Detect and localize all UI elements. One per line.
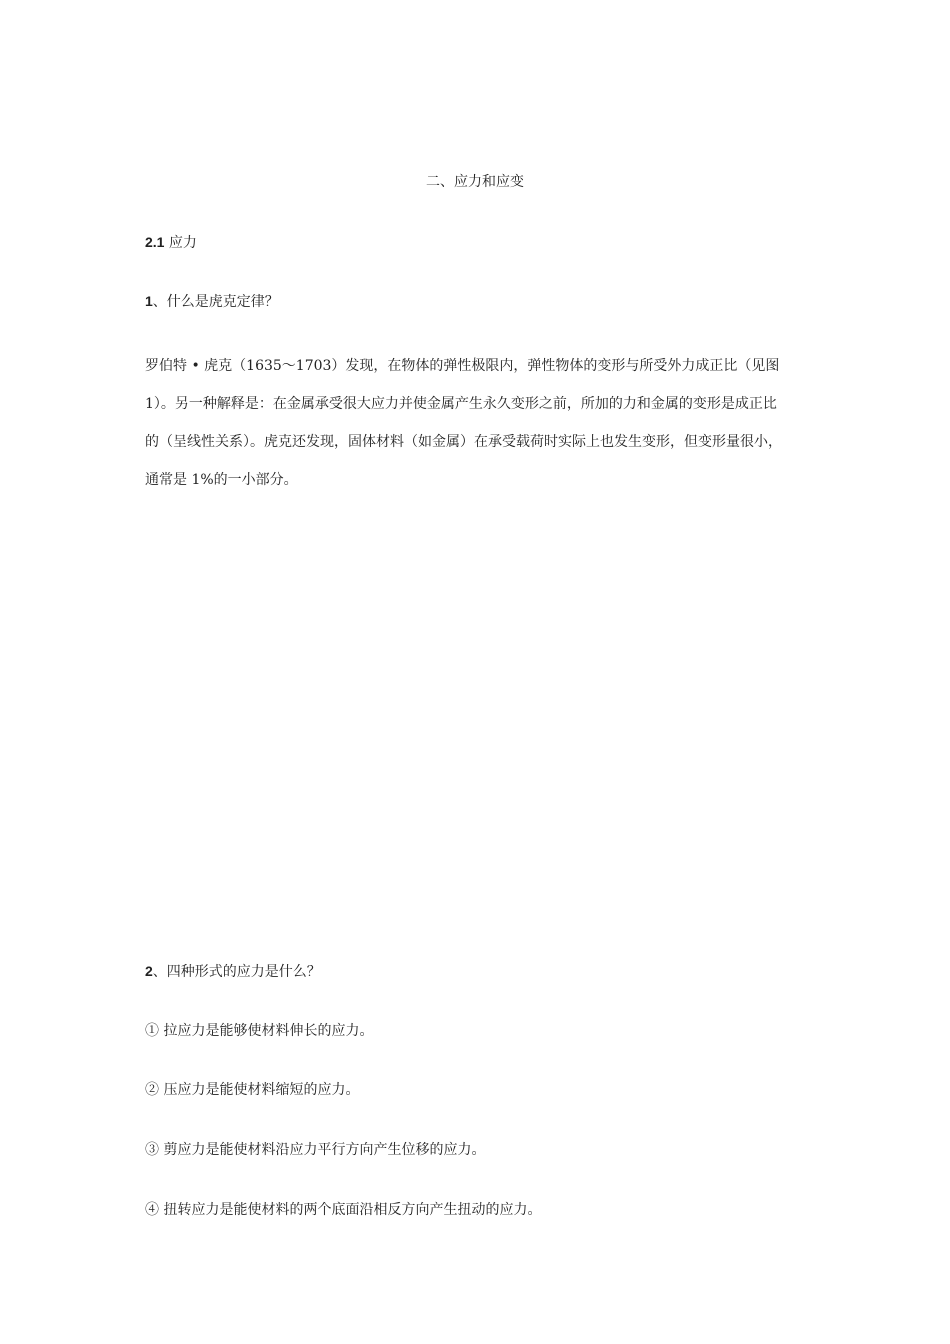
- paragraph-line: 通常是 1%的一小部分。: [145, 472, 298, 488]
- question-2-text: 、四种形式的应力是什么？: [152, 964, 321, 980]
- hooke-law-paragraph: [145, 347, 805, 499]
- question-1-text: 、什么是虎克定律？: [152, 294, 279, 310]
- section-number: 2.1: [145, 234, 165, 250]
- stress-type-torsion: ④ 扭转应力是能使材料的两个底面沿相反方向产生扭动的应力。: [145, 1202, 542, 1218]
- stress-type-compressive: ② 压应力是能使材料缩短的应力。: [145, 1082, 360, 1098]
- stress-type-shear: ③ 剪应力是能使材料沿应力平行方向产生位移的应力。: [145, 1142, 486, 1158]
- question-1-heading: [145, 290, 279, 313]
- question-2-heading: [145, 960, 321, 983]
- chapter-title: 二、应力和应变: [426, 174, 524, 190]
- section-heading: [145, 231, 197, 254]
- paragraph-line: 罗伯特 • 虎克（1635～1703）发现，在物体的弹性极限内，弹性物体的变形与所受外力成正比（见图: [145, 358, 780, 374]
- paragraph-line: 的（呈线性关系）。虎克还发现，固体材料（如金属）在承受载荷时实际上也发生变形，但变形量很小，: [145, 434, 782, 450]
- question-2-number: 2: [145, 963, 153, 979]
- paragraph-line: 1）。另一种解释是：在金属承受很大应力并使金属产生永久变形之前，所加的力和金属的变形是成正比: [145, 396, 777, 412]
- question-1-number: 1: [145, 293, 153, 309]
- section-title: 应力: [168, 235, 197, 251]
- stress-type-tensile: ① 拉应力是能够使材料伸长的应力。: [145, 1023, 374, 1039]
